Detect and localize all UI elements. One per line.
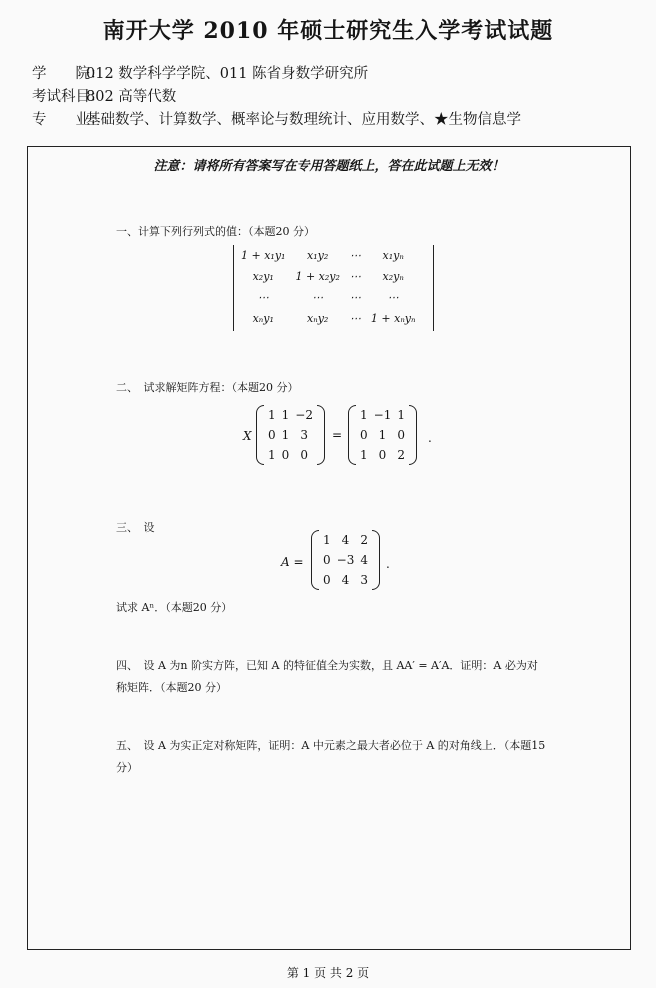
matrix-cell: 0 [397,428,405,442]
matrix-cell: 0 [360,428,368,442]
matrix-A [311,530,380,590]
school-label: 学 院： [32,66,105,82]
matrix-cell: 1 [360,408,368,422]
matrix-cell: 3 [360,573,368,587]
major-label: 专 业： [32,112,105,128]
left-bracket [311,530,319,590]
header-subject [32,85,176,106]
matrix-cell: 1 [268,408,276,422]
matrix-cell: 1 [281,408,290,422]
period: . [428,431,432,445]
header-major [32,108,521,129]
exam-frame [27,146,631,950]
matrix-cell: 1 [323,533,331,547]
matrix-cell: 1 [397,408,405,422]
det-cell: ⋯ [349,312,361,325]
major-value: 基础数学、计算数学、概率论与数理统计、应用数学、★生物信息学 [86,112,521,128]
determinant-grid [236,245,420,329]
question-1-text: 一、计算下列行列式的值：（本题20 分） [116,225,315,238]
det-cell: x₁yₙ [382,249,404,262]
det-cell: xₙy₁ [252,312,274,325]
det-cell: xₙy₂ [307,312,329,325]
right-bracket [317,405,325,465]
school-value: 012 数学科学学院、011 陈省身数学研究所 [86,66,369,82]
right-bracket [372,530,380,590]
period: . [386,557,390,571]
matrix-cell: 0 [323,553,331,567]
det-cell: x₁y₂ [307,249,329,262]
matrix-cell: 0 [378,448,387,462]
equals-sign: = [332,428,343,442]
matrix-cell: 0 [323,573,331,587]
subject-label: 考试科目： [32,89,105,105]
question-2-text: 二、 试求解矩阵方程：（本题20 分） [116,381,299,394]
matrix-cell: 3 [300,428,308,442]
det-cell: ⋯ [387,291,399,304]
matrix-cell: 4 [341,533,350,547]
determinant [233,245,434,331]
det-cell: 1 + xₙyₙ [370,312,416,325]
question-5-line-1: 五、 设 A 为实正定对称矩阵，证明：A 中元素之最大者必位于 A 的对角线上．（本题15 [116,739,546,752]
matrix-cell: 4 [360,553,368,567]
det-cell: 1 + x₂y₂ [295,270,340,283]
matrix-cell: 0 [268,428,276,442]
matrix-cell: 4 [341,573,350,587]
matrix-cell: 0 [281,448,290,462]
question-3-text: 三、 设 [116,521,155,534]
det-cell: x₂y₁ [252,270,274,283]
question-4-line-2: 称矩阵．（本题20 分） [116,681,227,694]
det-cell: ⋯ [349,249,361,262]
det-cell: 1 + x₁y₁ [241,249,286,262]
matrix-cell: 1 [360,448,368,462]
matrix-cell: 0 [300,448,308,462]
matrix-cell: −3 [336,553,355,567]
right-bracket [409,405,417,465]
subject-value: 802 高等代数 [86,89,177,105]
question-3-ask: 试求 Aⁿ．（本题20 分） [116,601,233,614]
matrix-equation-variable: X [243,429,252,443]
page-footer: 第 1 页 共 2 页 [286,966,370,980]
matrix-A-label: A = [281,555,304,569]
matrix-cell: 2 [360,533,368,547]
det-cell: x₂yₙ [382,270,404,283]
det-cell: ⋯ [312,291,324,304]
left-bracket [256,405,264,465]
question-5-line-2: 分） [116,761,138,774]
det-cell: ⋯ [257,291,269,304]
matrix-cell: 1 [281,428,290,442]
matrix-cell: 2 [397,448,405,462]
left-bracket [348,405,356,465]
matrix-cell: 1 [268,448,276,462]
notice: 注意：请将所有答案写在专用答题纸上，答在此试题上无效！ [153,159,505,174]
header-school [32,62,368,83]
det-cell: ⋯ [349,270,361,283]
matrix-cell: −2 [295,408,313,422]
matrix-left [256,405,325,465]
matrix-right [348,405,417,465]
det-cell: ⋯ [349,291,361,304]
matrix-cell: 1 [378,428,387,442]
matrix-cell: −1 [373,408,392,422]
question-4-line-1: 四、 设 A 为n 阶实方阵，已知 A 的特征值全为实数，且 AA′ = A′A．证明：A 必为对 [116,659,538,672]
exam-title: 南开大学 2010 年硕士研究生入学考试试题 [102,18,554,44]
